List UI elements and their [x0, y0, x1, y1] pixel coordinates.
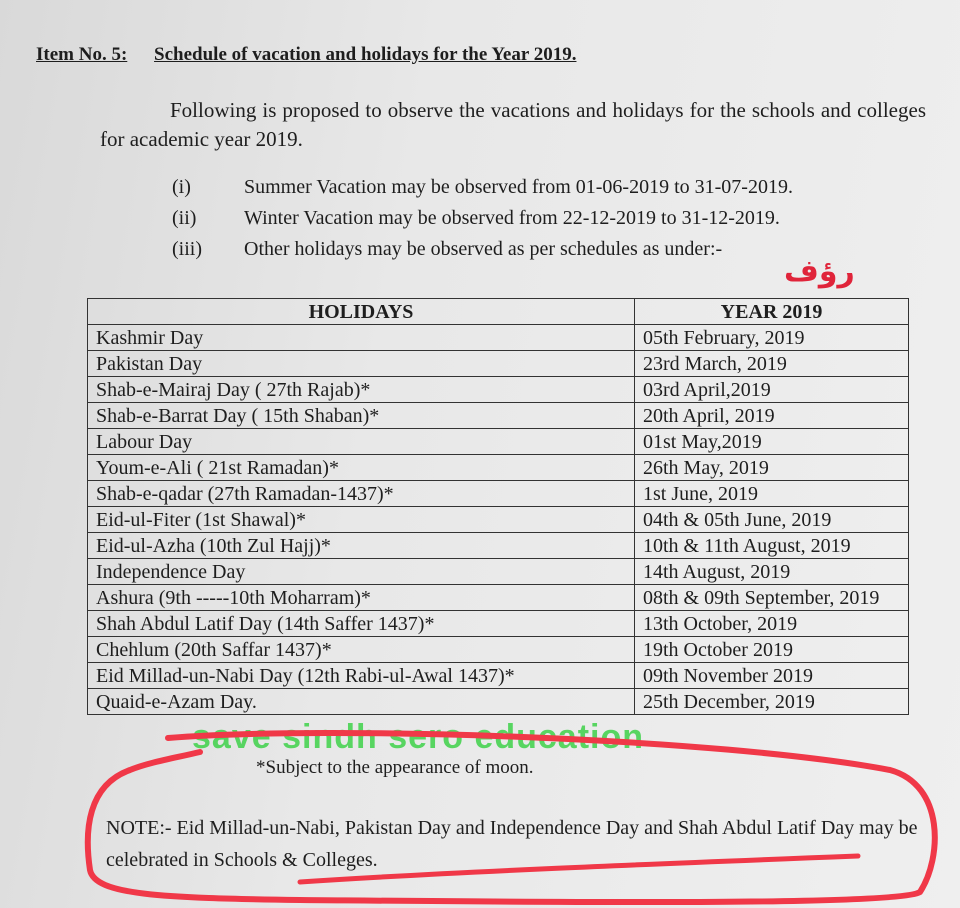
item-text: Winter Vacation may be observed from 22-12-2019 to 31-12-2019. [244, 207, 780, 229]
holiday-date-cell: 04th & 05th June, 2019 [635, 507, 909, 533]
holiday-name-cell: Shab-e-Mairaj Day ( 27th Rajab)* [88, 377, 635, 403]
watermark-text: save sindh sero education [192, 718, 645, 756]
footnote: *Subject to the appearance of moon. [256, 757, 534, 778]
holiday-date-cell: 05th February, 2019 [635, 325, 909, 351]
holiday-date-cell: 14th August, 2019 [635, 559, 909, 585]
column-header-holidays: HOLIDAYS [88, 299, 635, 325]
holiday-date-cell: 03rd April,2019 [635, 377, 909, 403]
holiday-date-cell: 13th October, 2019 [635, 611, 909, 637]
holiday-date-cell: 19th October 2019 [635, 637, 909, 663]
item-numeral: (ii) [172, 207, 197, 229]
holiday-date-cell: 01st May,2019 [635, 429, 909, 455]
item-text: Summer Vacation may be observed from 01-06-2019 to 31-07-2019. [244, 176, 793, 198]
item-number: Item No. 5: [36, 44, 128, 65]
note-paragraph: NOTE:- Eid Millad-un-Nabi, Pakistan Day and Independence Day and Shah Abdul Latif Day may be celebrated in Schools & Colleges. [106, 817, 918, 871]
column-header-year: YEAR 2019 [635, 299, 909, 325]
holiday-name-cell: Eid-ul-Azha (10th Zul Hajj)* [88, 533, 635, 559]
holiday-date-cell: 08th & 09th September, 2019 [635, 585, 909, 611]
holiday-name-cell: Labour Day [88, 429, 635, 455]
holiday-date-cell: 10th & 11th August, 2019 [635, 533, 909, 559]
holiday-date-cell: 25th December, 2019 [635, 689, 909, 715]
holiday-name-cell: Shab-e-Barrat Day ( 15th Shaban)* [88, 403, 635, 429]
holiday-name-cell: Pakistan Day [88, 351, 635, 377]
document-title: Schedule of vacation and holidays for the Year 2019. [154, 44, 577, 65]
holiday-date-cell: 09th November 2019 [635, 663, 909, 689]
intro-paragraph: Following is proposed to observe the vacations and holidays for the schools and colleges for academic year 2019. [100, 98, 926, 151]
holiday-date-cell: 23rd March, 2019 [635, 351, 909, 377]
holiday-name-cell: Shah Abdul Latif Day (14th Saffer 1437)* [88, 611, 635, 637]
holiday-name-cell: Eid-ul-Fiter (1st Shawal)* [88, 507, 635, 533]
holiday-name-cell: Kashmir Day [88, 325, 635, 351]
item-numeral: (iii) [172, 238, 202, 260]
holiday-date-cell: 20th April, 2019 [635, 403, 909, 429]
marker-ellipse [88, 733, 935, 902]
holiday-name-cell: Chehlum (20th Saffar 1437)* [88, 637, 635, 663]
holiday-name-cell: Youm-e-Ali ( 21st Ramadan)* [88, 455, 635, 481]
item-numeral: (i) [172, 176, 191, 198]
holiday-date-cell: 26th May, 2019 [635, 455, 909, 481]
holiday-name-cell: Eid Millad-un-Nabi Day (12th Rabi-ul-Awal 1437)* [88, 663, 635, 689]
holiday-date-cell: 1st June, 2019 [635, 481, 909, 507]
handwritten-signature: رؤف [784, 254, 855, 289]
item-text: Other holidays may be observed as per schedules as under:- [244, 238, 723, 260]
holiday-name-cell: Quaid-e-Azam Day. [88, 689, 635, 715]
holiday-name-cell: Shab-e-qadar (27th Ramadan-1437)* [88, 481, 635, 507]
marker-underline [300, 856, 858, 882]
holiday-name-cell: Ashura (9th -----10th Moharram)* [88, 585, 635, 611]
holiday-name-cell: Independence Day [88, 559, 635, 585]
